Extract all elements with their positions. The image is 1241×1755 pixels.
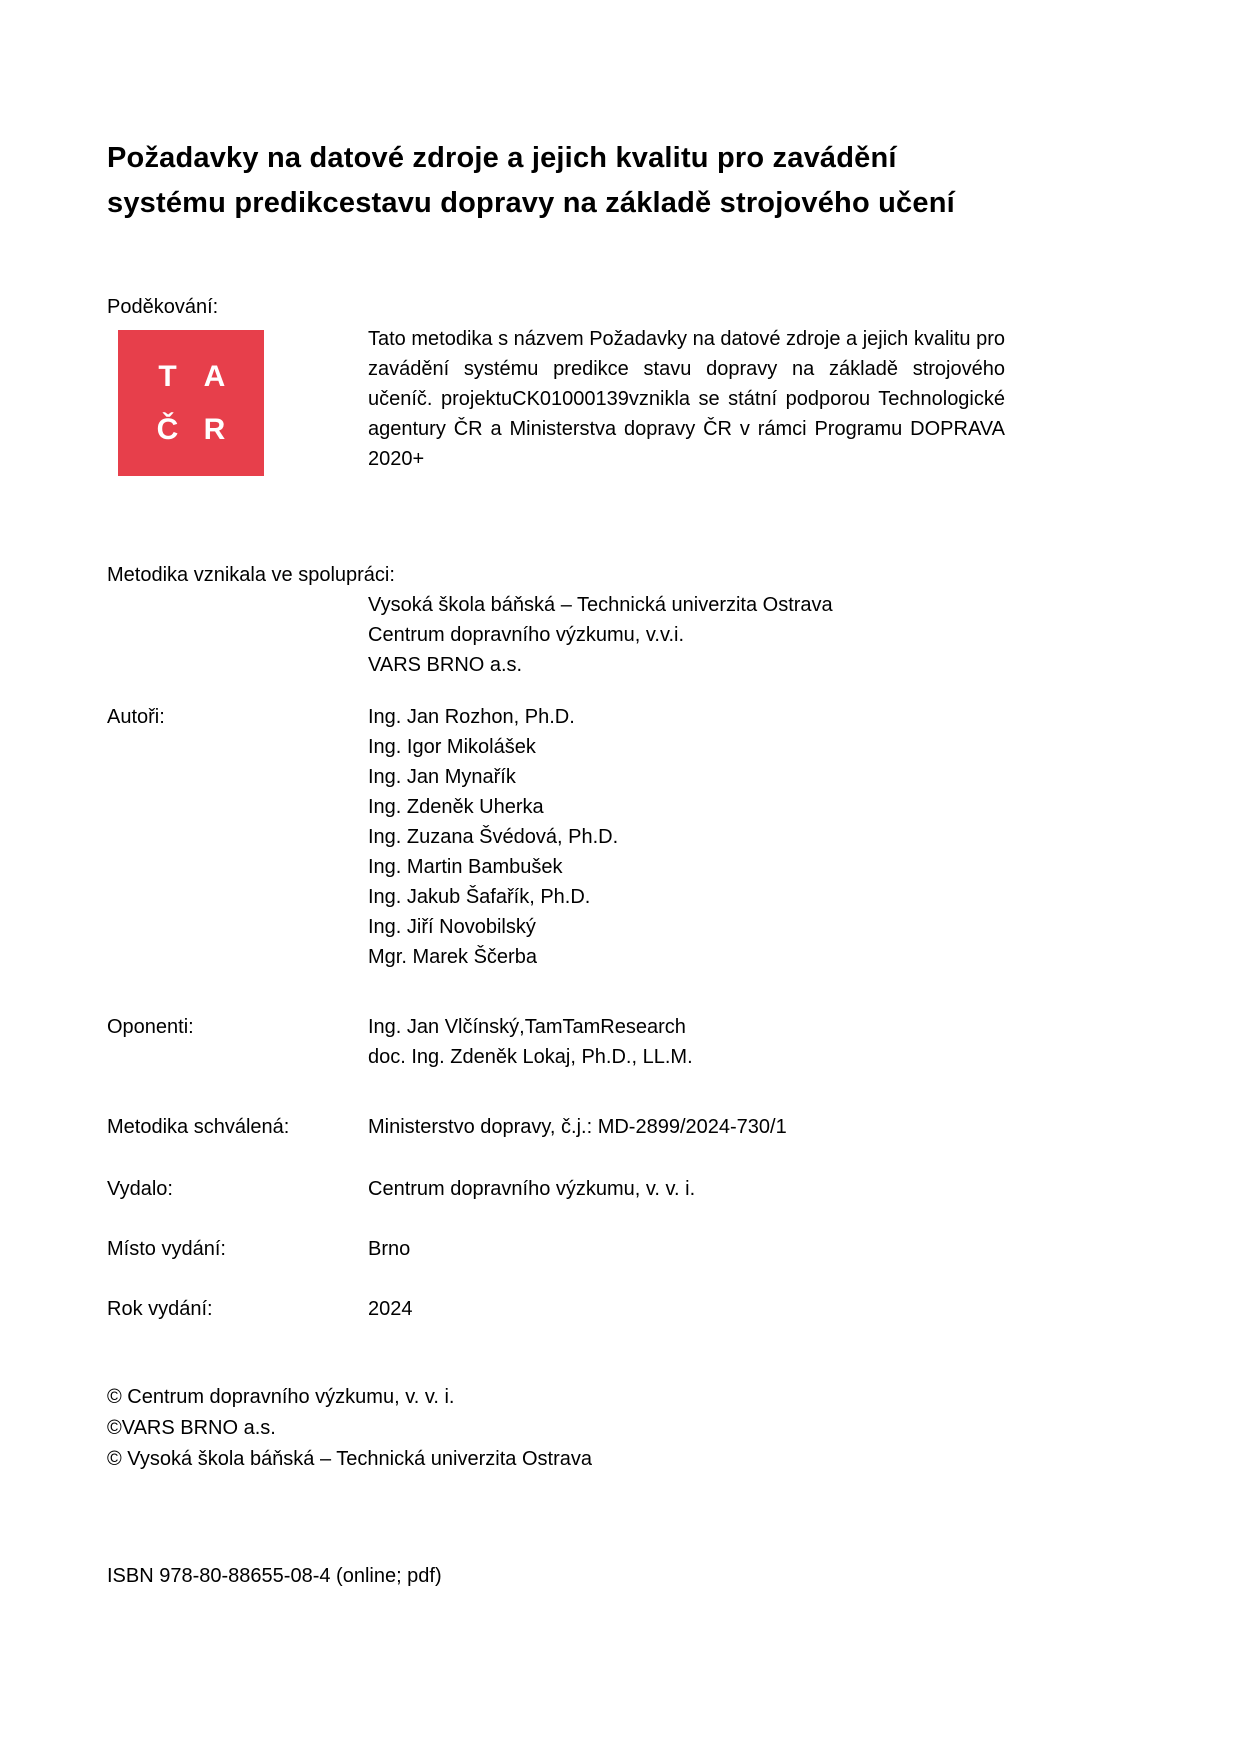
tacr-logo-letter-r: R	[203, 412, 226, 446]
isbn-line: ISBN 978-80-88655-08-4 (online; pdf)	[107, 1565, 442, 1587]
author-item: Mgr. Marek Ščerba	[368, 946, 537, 968]
tacr-logo-letter-a: A	[203, 359, 226, 393]
collaboration-list	[368, 590, 1141, 680]
author-item: Ing. Jakub Šafařík, Ph.D.	[368, 886, 591, 908]
author-item: Ing. Jiří Novobilský	[368, 916, 536, 938]
author-item: Ing. Jan Mynařík	[368, 766, 516, 788]
tacr-logo-letter-t: T	[158, 359, 177, 393]
approval-section	[107, 1112, 1141, 1142]
publisher-section	[107, 1174, 1141, 1204]
publisher-label: Vydalo:	[107, 1178, 173, 1200]
place-section	[107, 1234, 1141, 1264]
collaboration-item: VARS BRNO a.s.	[368, 654, 523, 676]
approval-value: Ministerstvo dopravy, č.j.: MD-2899/2024-730/1	[368, 1116, 787, 1138]
authors-list	[368, 702, 1141, 972]
author-item: Ing. Martin Bambušek	[368, 856, 563, 878]
publisher-value: Centrum dopravního výzkumu, v. v. i.	[368, 1178, 696, 1200]
author-item: Ing. Zuzana Švédová, Ph.D.	[368, 826, 619, 848]
collaboration-section	[107, 560, 1141, 680]
place-label: Místo vydání:	[107, 1238, 226, 1260]
opponent-item: Ing. Jan Vlčínský,TamTamResearch	[368, 1016, 686, 1038]
year-label: Rok vydání:	[107, 1298, 213, 1320]
opponents-list	[368, 1012, 1141, 1072]
collaboration-item: Vysoká škola báňská – Technická univerzita Ostrava	[368, 594, 833, 616]
copyright-section	[107, 1382, 1141, 1475]
opponents-section	[107, 1012, 1141, 1072]
tacr-logo	[118, 330, 264, 476]
document-title: Požadavky na datové zdroje a jejich kvalitu pro zavádění systému predikcestavu dopravy na základě strojového učení	[107, 142, 955, 219]
authors-label: Autoři:	[107, 706, 165, 728]
authors-section	[107, 702, 1141, 972]
collaboration-item: Centrum dopravního výzkumu, v.v.i.	[368, 624, 685, 646]
opponent-item: doc. Ing. Zdeněk Lokaj, Ph.D., LL.M.	[368, 1046, 693, 1068]
place-value: Brno	[368, 1238, 411, 1260]
year-value: 2024	[368, 1298, 413, 1320]
acknowledgement-label: Poděkování:	[107, 296, 219, 318]
copyright-item: © Centrum dopravního výzkumu, v. v. i.	[107, 1386, 455, 1408]
opponents-label: Oponenti:	[107, 1016, 194, 1038]
acknowledgement-text: Tato metodika s názvem Požadavky na datové zdroje a jejich kvalitu pro zavádění systému predikce stavu dopravy na základě strojového učeníč. projektuCK01000139vznikla se státní podporou Technologické agentury ČR a Ministerstva dopravy ČR v rámci Programu DOPRAVA 2020+	[368, 328, 1006, 470]
collaboration-label: Metodika vznikala ve spolupráci:	[107, 564, 395, 586]
copyright-item: © Vysoká škola báňská – Technická univerzita Ostrava	[107, 1448, 592, 1470]
logo-column	[107, 330, 368, 476]
acknowledgement-section	[107, 330, 1141, 476]
author-item: Ing. Igor Mikolášek	[368, 736, 536, 758]
author-item: Ing. Jan Rozhon, Ph.D.	[368, 706, 575, 728]
year-section	[107, 1294, 1141, 1324]
approval-label: Metodika schválená:	[107, 1116, 290, 1138]
copyright-item: ©VARS BRNO a.s.	[107, 1417, 276, 1439]
author-item: Ing. Zdeněk Uherka	[368, 796, 544, 818]
tacr-logo-letter-c: Č	[156, 412, 179, 446]
